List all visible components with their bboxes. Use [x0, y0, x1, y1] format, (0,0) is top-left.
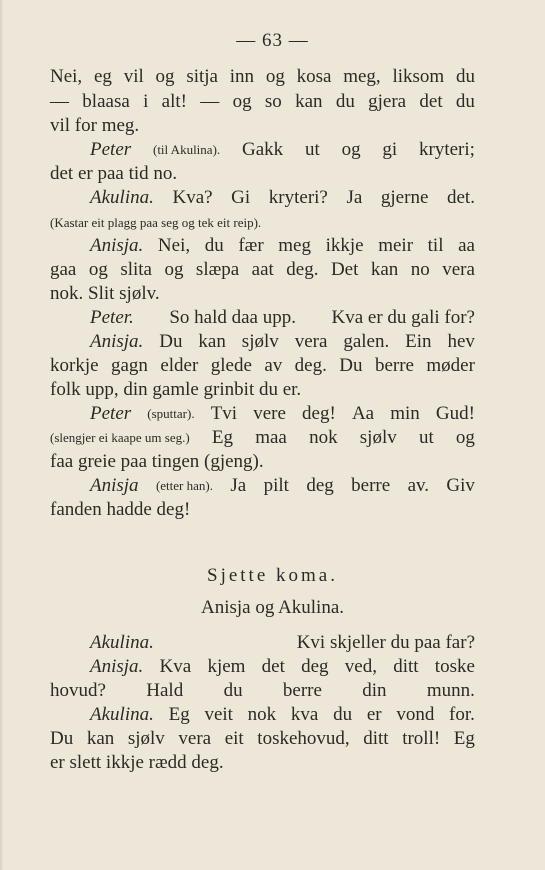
word: toskehovud, [257, 728, 350, 749]
word: Gakk [241, 139, 284, 160]
word: du [204, 235, 224, 256]
word: ut [304, 139, 320, 160]
text-line [50, 450, 475, 474]
word: Du [339, 355, 363, 376]
word: sjølv [359, 427, 397, 448]
word: — [200, 91, 220, 112]
word: Ein [405, 331, 432, 352]
word: Peter [90, 139, 132, 160]
word: kan [370, 259, 399, 280]
word: Anisja. [90, 235, 144, 256]
word: Det [330, 259, 359, 280]
text-line [50, 90, 475, 114]
word: Anisja. [90, 656, 144, 677]
text-line [50, 65, 475, 89]
scene-heading: Sjette koma. [207, 565, 338, 586]
word: det er paa tid no. [50, 163, 178, 184]
word: Peter. [90, 307, 134, 328]
text-line [50, 751, 475, 775]
word: troll! [402, 728, 441, 749]
word: (til Akulina). [152, 142, 221, 157]
word: Kvi skjeller du paa far? [296, 632, 475, 653]
word: nok. Slit sjølv. [50, 283, 160, 304]
word: berre [351, 475, 391, 496]
word: pilt [263, 475, 289, 496]
text-line [90, 703, 475, 727]
word: Aa [351, 403, 375, 424]
word: fær [238, 235, 264, 256]
scene-persons: Anisja og Akulina. [200, 597, 345, 618]
text-line [50, 727, 475, 751]
word: Ja [346, 187, 363, 208]
word: meir [378, 235, 414, 256]
word: Peter [90, 403, 132, 424]
word: gaa [50, 259, 77, 280]
word: hev [447, 331, 475, 352]
text-line [50, 498, 475, 522]
word: og [232, 91, 252, 112]
text-line [50, 426, 475, 450]
word: ut [418, 427, 434, 448]
text-line [50, 162, 475, 186]
word: vond [396, 704, 435, 725]
word: gjera [368, 91, 407, 112]
word: folk upp, din gamle grinbit du er. [50, 379, 302, 400]
word: Tvi [210, 403, 238, 424]
word: berre [374, 355, 414, 376]
word: eit [224, 728, 244, 749]
word: So hald daa upp. [169, 307, 296, 328]
text-line [50, 679, 475, 703]
word: faa greie paa tingen (gjeng). [50, 451, 264, 472]
word: vere [253, 403, 286, 424]
word: av [264, 355, 283, 376]
word: elder [160, 355, 199, 376]
word: Giv [446, 475, 475, 496]
word: toske [434, 656, 475, 677]
word: du [333, 704, 353, 725]
page-edge [0, 0, 4, 870]
word: av. [407, 475, 430, 496]
word: du [223, 680, 243, 701]
word: og [455, 427, 475, 448]
word: er [366, 704, 382, 725]
word: du [335, 91, 355, 112]
word: er slett ikkje rædd deg. [50, 752, 224, 773]
word: alt! [161, 91, 187, 112]
text-line [90, 402, 475, 426]
word: det. [447, 187, 475, 208]
word: aat [251, 259, 274, 280]
word: i [143, 91, 149, 112]
text-line [50, 114, 475, 138]
word: deg [301, 656, 329, 677]
text-line [90, 234, 475, 258]
word: du [455, 91, 475, 112]
word: min [390, 403, 420, 424]
word: no [410, 259, 430, 280]
word: aa [458, 235, 475, 256]
word: og [164, 259, 184, 280]
word: og [341, 139, 361, 160]
word: inn [229, 66, 255, 87]
word: Gi [231, 187, 251, 208]
word: so [264, 91, 282, 112]
word: kryteri; [419, 139, 475, 160]
word: nok [309, 427, 338, 448]
word: kan [295, 91, 323, 112]
text-line [90, 138, 475, 162]
page-number: — 63 — [236, 30, 309, 51]
word: deg [306, 475, 334, 496]
word: det [261, 656, 285, 677]
word: Anisja. [90, 331, 144, 352]
text-line [90, 186, 475, 210]
word: veit [204, 704, 233, 725]
word: meg [278, 235, 311, 256]
text-line [90, 655, 475, 679]
word: (sputtar). [147, 406, 195, 421]
text-line [50, 282, 475, 306]
word: slæpa [195, 259, 240, 280]
word: Akulina. [90, 704, 154, 725]
word: sjølv [127, 728, 165, 749]
word: til [427, 235, 444, 256]
word: kryteri? [268, 187, 328, 208]
word: vera [442, 259, 475, 280]
word: Du [50, 728, 74, 749]
word: glede [210, 355, 252, 376]
word: Eg [211, 427, 234, 448]
word: sitja [186, 66, 218, 87]
word: eg [93, 66, 112, 87]
word: ditt [393, 656, 419, 677]
word: blaasa [82, 91, 130, 112]
text-line [90, 631, 475, 655]
word: og [155, 66, 175, 87]
text-line [90, 474, 475, 498]
word: det [419, 91, 443, 112]
word: Hald [146, 680, 184, 701]
word: ved, [344, 656, 377, 677]
word: kosa [296, 66, 332, 87]
word: kan [198, 331, 226, 352]
word: Ja [230, 475, 247, 496]
word: hovud? [50, 680, 106, 701]
word: Du [159, 331, 183, 352]
word: din [362, 680, 387, 701]
word: gi [382, 139, 398, 160]
word: Akulina. [90, 632, 154, 653]
word: Anisja [90, 475, 139, 496]
word: kjem [207, 656, 246, 677]
word: Nei, [50, 66, 83, 87]
word: gjerne [380, 187, 429, 208]
word: Kva er du gali for? [331, 307, 475, 328]
word: vera [294, 331, 328, 352]
word: galen. [343, 331, 390, 352]
word: maa [255, 427, 287, 448]
word: ikkje [325, 235, 364, 256]
text-line [50, 210, 475, 235]
word: nok [247, 704, 277, 725]
word: deg! [302, 403, 336, 424]
word: deg. [294, 355, 327, 376]
word: fanden hadde deg! [50, 499, 191, 520]
word: Eg [168, 704, 190, 725]
word: munn. [426, 680, 475, 701]
word: (etter han). [155, 478, 213, 493]
word: meg, [343, 66, 381, 87]
text-line [90, 306, 475, 330]
word: Eg [453, 728, 475, 749]
word: — [50, 91, 69, 112]
word: vil [123, 66, 144, 87]
text-line [50, 378, 475, 402]
text-line [50, 258, 475, 282]
word: vera [178, 728, 212, 749]
word: (slengjer ei kaape um seg.) [50, 430, 190, 445]
word: berre [282, 680, 322, 701]
word: du [455, 66, 475, 87]
word: kva [290, 704, 319, 725]
text-line [90, 330, 475, 354]
text-line [50, 354, 475, 378]
word: Kva [159, 656, 192, 677]
word: slita [120, 259, 152, 280]
word: deg. [286, 259, 319, 280]
word: vil for meg. [50, 115, 140, 136]
word: liksom [392, 66, 445, 87]
word: (Kastar eit plagg paa seg og tek eit reip). [50, 215, 262, 230]
word: og [88, 259, 108, 280]
word: korkje [50, 355, 99, 376]
word: gagn [110, 355, 148, 376]
word: sjølv [241, 331, 279, 352]
word: møder [426, 355, 475, 376]
word: kan [86, 728, 115, 749]
word: Gud! [435, 403, 475, 424]
word: og [265, 66, 285, 87]
word: for. [449, 704, 475, 725]
word: Kva? [172, 187, 213, 208]
word: Nei, [157, 235, 191, 256]
word: ditt [363, 728, 389, 749]
word: Akulina. [90, 187, 154, 208]
